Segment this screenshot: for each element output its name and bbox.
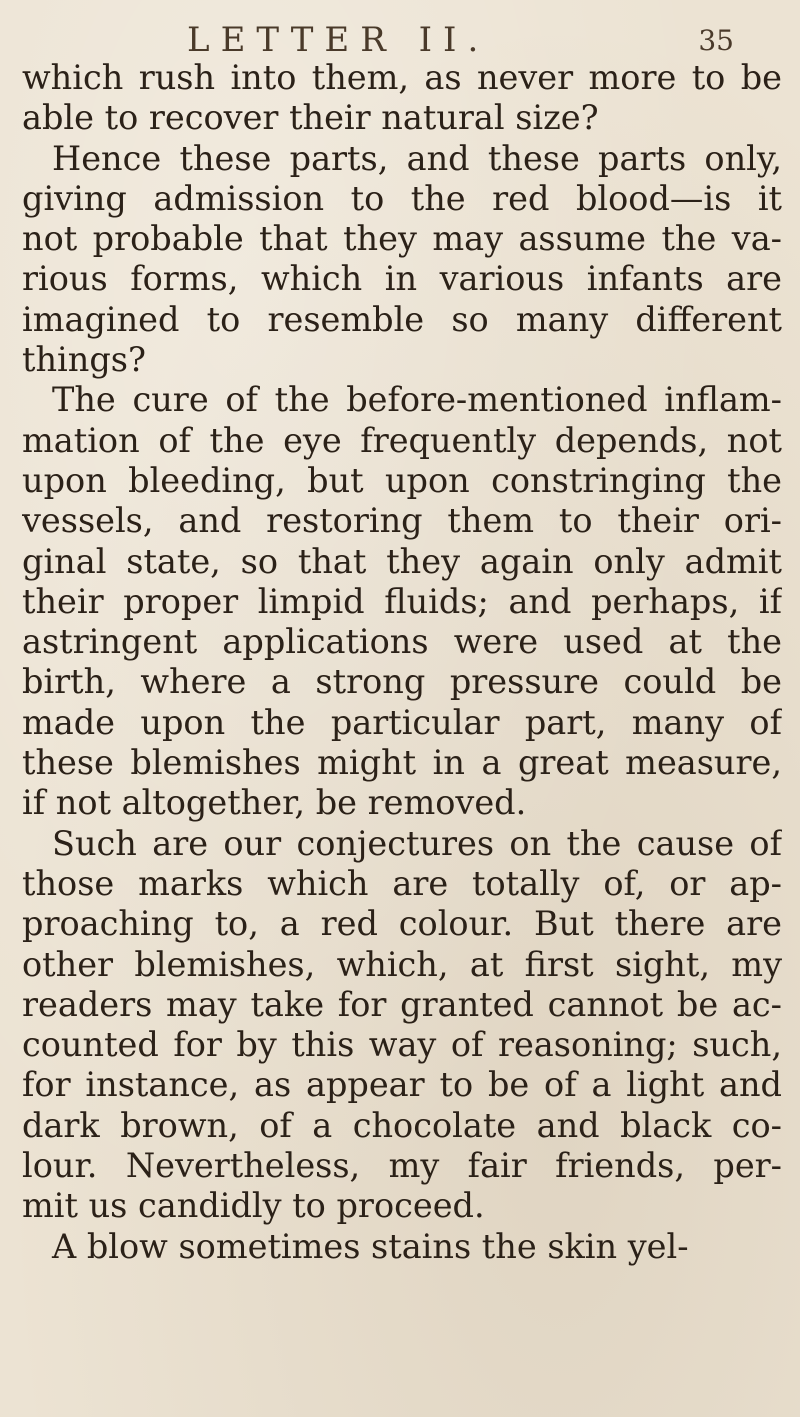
text-line: proaching to, a red colour. But there are [22, 904, 782, 944]
text-line: these blemishes might in a great measure, [22, 743, 782, 783]
text-line: giving admission to the red blood—is it [22, 178, 782, 218]
text-line: other blemishes, which, at first sight, my [22, 944, 782, 984]
text-line: astringent applications were used at the [22, 622, 782, 662]
text-line: not probable that they may assume the va- [22, 219, 782, 259]
text-line: mit us candidly to proceed. [22, 1186, 485, 1226]
text-line: imagined to resemble so many different [22, 299, 782, 339]
text-line: Hence these parts, and these parts only, [52, 138, 782, 178]
text-line: Such are our conjectures on the cause of [52, 823, 782, 863]
text-line: which rush into them, as never more to be [22, 58, 782, 97]
text-line: ginal state, so that they again only admit [22, 541, 782, 581]
body-text [22, 58, 782, 1267]
text-line: dark brown, of a chocolate and black co- [22, 1105, 782, 1145]
text-line: birth, where a strong pressure could be [22, 662, 782, 702]
page-number: 35 [698, 24, 734, 57]
text-line: mation of the eye frequently depends, not [22, 420, 782, 460]
text-line: for instance, as appear to be of a light and [22, 1065, 782, 1105]
text-line: things? [22, 340, 146, 380]
text-line: lour. Nevertheless, my fair friends, per- [22, 1146, 782, 1186]
text-line: made upon the particular part, many of [22, 702, 782, 742]
text-line: A blow sometimes stains the skin yel- [52, 1226, 689, 1266]
text-line: their proper limpid fluids; and perhaps, if [22, 581, 782, 621]
running-head [22, 0, 782, 58]
text-line: readers may take for granted cannot be ac- [22, 984, 782, 1024]
text-line: those marks which are totally of, or ap- [22, 863, 782, 903]
text-line: counted for by this way of reasoning; such, [22, 1025, 782, 1065]
text-line: upon bleeding, but upon constringing the [22, 460, 782, 500]
text-line: able to recover their natural size? [22, 98, 599, 138]
text-line: if not altogether, be removed. [22, 783, 527, 823]
text-line: vessels, and restoring them to their ori- [22, 501, 782, 541]
running-title: LETTER II. [187, 20, 490, 60]
text-line: The cure of the before-mentioned inflam- [52, 380, 782, 420]
text-line: rious forms, which in various infants are [22, 259, 782, 299]
